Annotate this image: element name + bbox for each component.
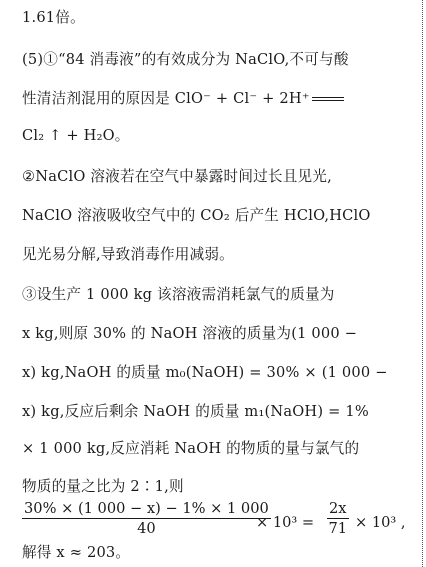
text-line-2: (5)①“84 消毒液”的有效成分为 NaClO,不可与酸 [22,51,349,68]
equals-double-bar [312,97,344,101]
text-line-6: NaClO 溶液吸收空气中的 CO₂ 后产生 HClO,HClO [22,207,371,224]
times-right: × 10³ , [355,514,406,531]
right-fraction [327,500,349,537]
text-line-12: × 1 000 kg,反应消耗 NaOH 的物质的量与氯气的 [22,440,360,457]
text-line-13: 物质的量之比为 2∶1,则 [22,478,184,495]
text-line-11: x) kg,反应后剩余 NaOH 的质量 m₁(NaOH) = 1% [22,403,369,420]
left-fraction [22,500,271,537]
text-line-3 [22,89,404,109]
right-denominator: 71 [328,520,348,537]
times-left: × 10³ = [256,514,315,531]
text-line-1: 1.61倍。 [22,9,85,26]
text-line-4: Cl₂ ↑ + H₂O。 [22,127,130,144]
text-line-14: 解得 x ≈ 203。 [22,544,131,561]
text-line-7: 见光易分解,导致消毒作用减弱。 [22,246,234,263]
right-numerator: 2x [329,500,347,517]
equation-row [22,500,417,548]
text-line-3-content: 性清洁剂混用的原因是 ClO⁻ + Cl⁻ + 2H⁺ [22,90,310,107]
text-line-5: ②NaClO 溶液若在空气中暴露时间过长且见光, [22,168,332,185]
text-line-8: ③设生产 1 000 kg 该溶液需消耗氯气的质量为 [22,286,335,303]
left-denominator: 40 [137,520,156,537]
text-line-9: x kg,则原 30% 的 NaOH 溶液的质量为(1 000 − [22,325,358,342]
margin-dotted-line [422,0,423,567]
left-numerator: 30% × (1 000 − x) − 1% × 1 000 [24,500,269,517]
text-line-10: x) kg,NaOH 的质量 m₀(NaOH) = 30% × (1 000 − [22,364,388,381]
